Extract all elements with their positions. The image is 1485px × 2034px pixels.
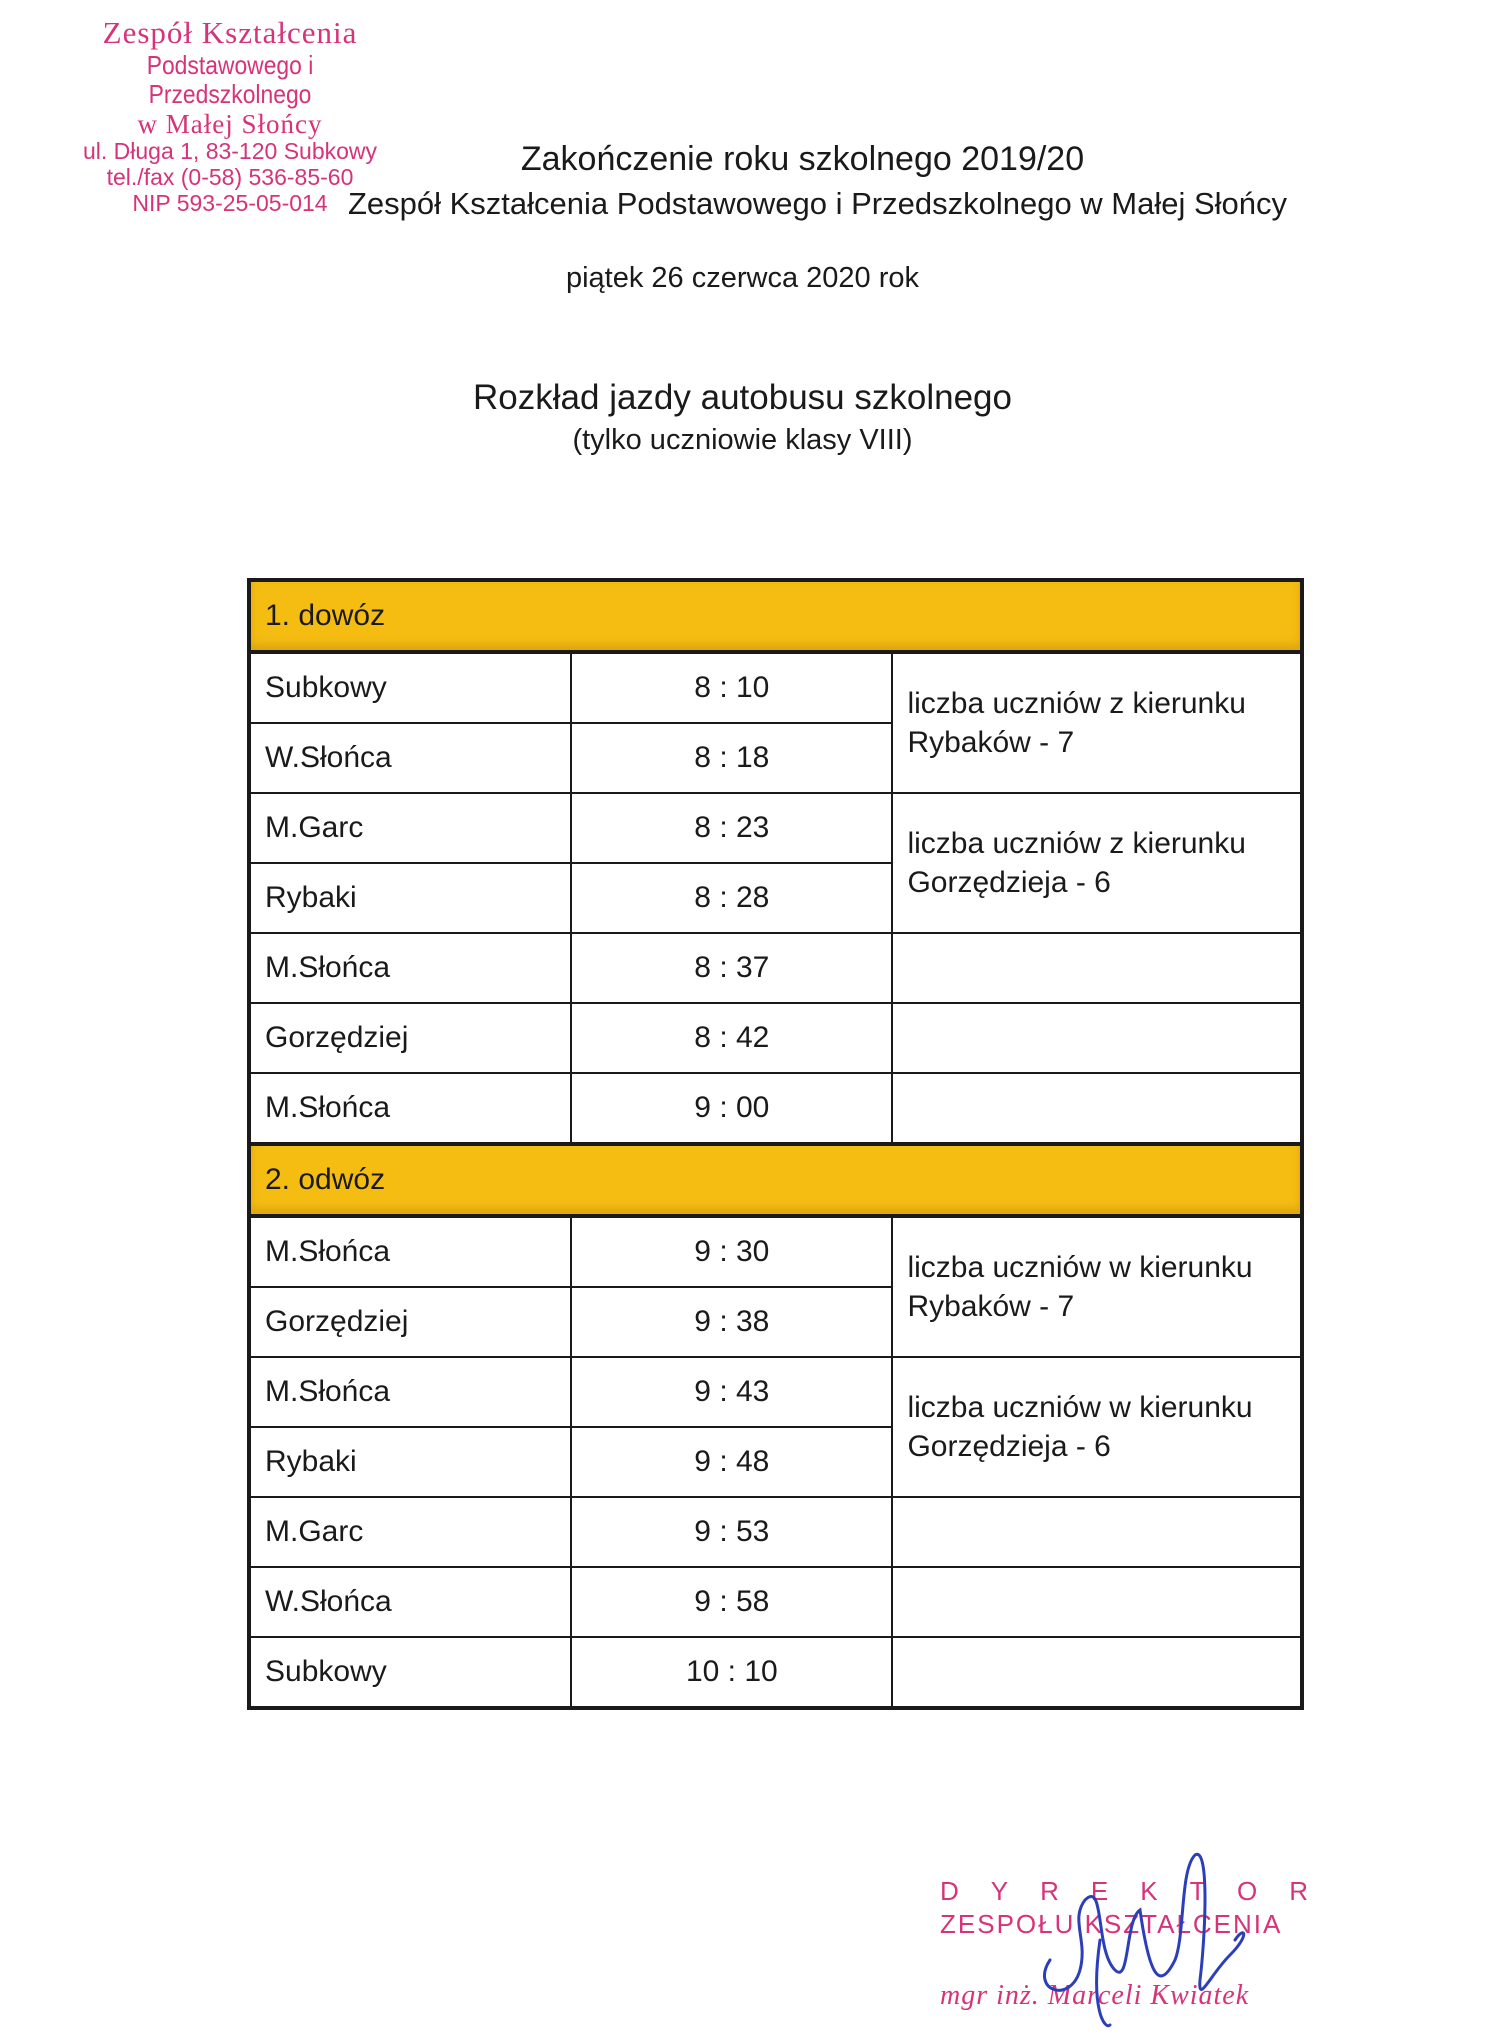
- student-count-note: liczba uczniów z kierunku Rybaków - 7: [892, 652, 1302, 793]
- departure-time: 9 : 38: [571, 1287, 892, 1357]
- student-count-note: liczba uczniów z kierunku Gorzędzieja - 6: [892, 793, 1302, 933]
- table-row: [249, 1073, 1302, 1144]
- table-row: [249, 1357, 1302, 1427]
- table-row: [249, 1637, 1302, 1708]
- table-row: [249, 933, 1302, 1003]
- school-name: Zespół Kształcenia Podstawowego i Przedszkolnego w Małej Słońcy: [347, 186, 1288, 221]
- departure-time: 9 : 30: [571, 1216, 892, 1287]
- departure-time: 8 : 23: [571, 793, 892, 863]
- empty-note-cell: [892, 1003, 1302, 1073]
- departure-time: 9 : 58: [571, 1567, 892, 1637]
- student-count-note: liczba uczniów w kierunku Rybaków - 7: [892, 1216, 1302, 1357]
- event-date: piątek 26 czerwca 2020 rok: [565, 262, 920, 294]
- schedule-heading: Rozkład jazdy autobusu szkolnego: [473, 378, 1012, 417]
- empty-note-cell: [892, 1567, 1302, 1637]
- stop-name: Subkowy: [249, 1637, 571, 1708]
- departure-time: 10 : 10: [571, 1637, 892, 1708]
- departure-time: 8 : 37: [571, 933, 892, 1003]
- stop-name: W.Słońca: [249, 1567, 571, 1637]
- stop-name: M.Słońca: [249, 933, 571, 1003]
- empty-note-cell: [892, 1637, 1302, 1708]
- handwritten-signature: [1010, 1840, 1290, 2030]
- stamp-institution: ZESPOŁU KSZTAŁCENIA: [940, 1909, 1283, 1939]
- departure-time: 9 : 00: [571, 1073, 892, 1144]
- table-row: [249, 1216, 1302, 1287]
- section-label: 2. odwóz: [249, 1144, 1302, 1216]
- stamp-director-name: mgr inż. Marceli Kwiatek: [940, 1980, 1250, 2011]
- stamp-line: tel./fax (0-58) 536-85-60: [106, 163, 354, 190]
- stamp-title: DYREKTOR: [940, 1876, 1340, 1906]
- stop-name: Subkowy: [249, 652, 571, 723]
- departure-time: 8 : 18: [571, 723, 892, 793]
- table-row: [249, 652, 1302, 723]
- stop-name: M.Garc: [249, 1497, 571, 1567]
- stamp-line: NIP 593-25-05-014: [132, 189, 328, 216]
- stamp-line: Zespół Kształcenia: [102, 15, 358, 50]
- empty-note-cell: [892, 1073, 1302, 1144]
- document-title: Zakończenie roku szkolnego 2019/20: [520, 140, 1085, 178]
- stop-name: M.Słońca: [249, 1216, 571, 1287]
- table-row: [249, 1497, 1302, 1567]
- stamp-line: ul. Długa 1, 83-120 Subkowy: [82, 138, 378, 165]
- stamp-line: Podstawowego i Przedszkolnego: [146, 49, 314, 109]
- stop-name: M.Słońca: [249, 1357, 571, 1427]
- stamp-line: w Małej Słońcy: [137, 108, 323, 139]
- section-header-row: [249, 1144, 1302, 1216]
- stop-name: Rybaki: [249, 1427, 571, 1497]
- stop-name: M.Słońca: [249, 1073, 571, 1144]
- stop-name: W.Słońca: [249, 723, 571, 793]
- stop-name: M.Garc: [249, 793, 571, 863]
- schedule-subheading: (tylko uczniowie klasy VIII): [572, 424, 913, 456]
- stop-name: Gorzędziej: [249, 1003, 571, 1073]
- departure-time: 8 : 42: [571, 1003, 892, 1073]
- section-header-row: [249, 580, 1302, 652]
- departure-time: 9 : 48: [571, 1427, 892, 1497]
- table-row: [249, 1003, 1302, 1073]
- bus-schedule-table: [247, 578, 1304, 1710]
- departure-time: 8 : 28: [571, 863, 892, 933]
- stop-name: Gorzędziej: [249, 1287, 571, 1357]
- departure-time: 8 : 10: [571, 652, 892, 723]
- section-label: 1. dowóz: [249, 580, 1302, 652]
- stop-name: Rybaki: [249, 863, 571, 933]
- departure-time: 9 : 43: [571, 1357, 892, 1427]
- student-count-note: liczba uczniów w kierunku Gorzędzieja - 6: [892, 1357, 1302, 1497]
- empty-note-cell: [892, 1497, 1302, 1567]
- empty-note-cell: [892, 933, 1302, 1003]
- table-row: [249, 793, 1302, 863]
- table-row: [249, 1567, 1302, 1637]
- departure-time: 9 : 53: [571, 1497, 892, 1567]
